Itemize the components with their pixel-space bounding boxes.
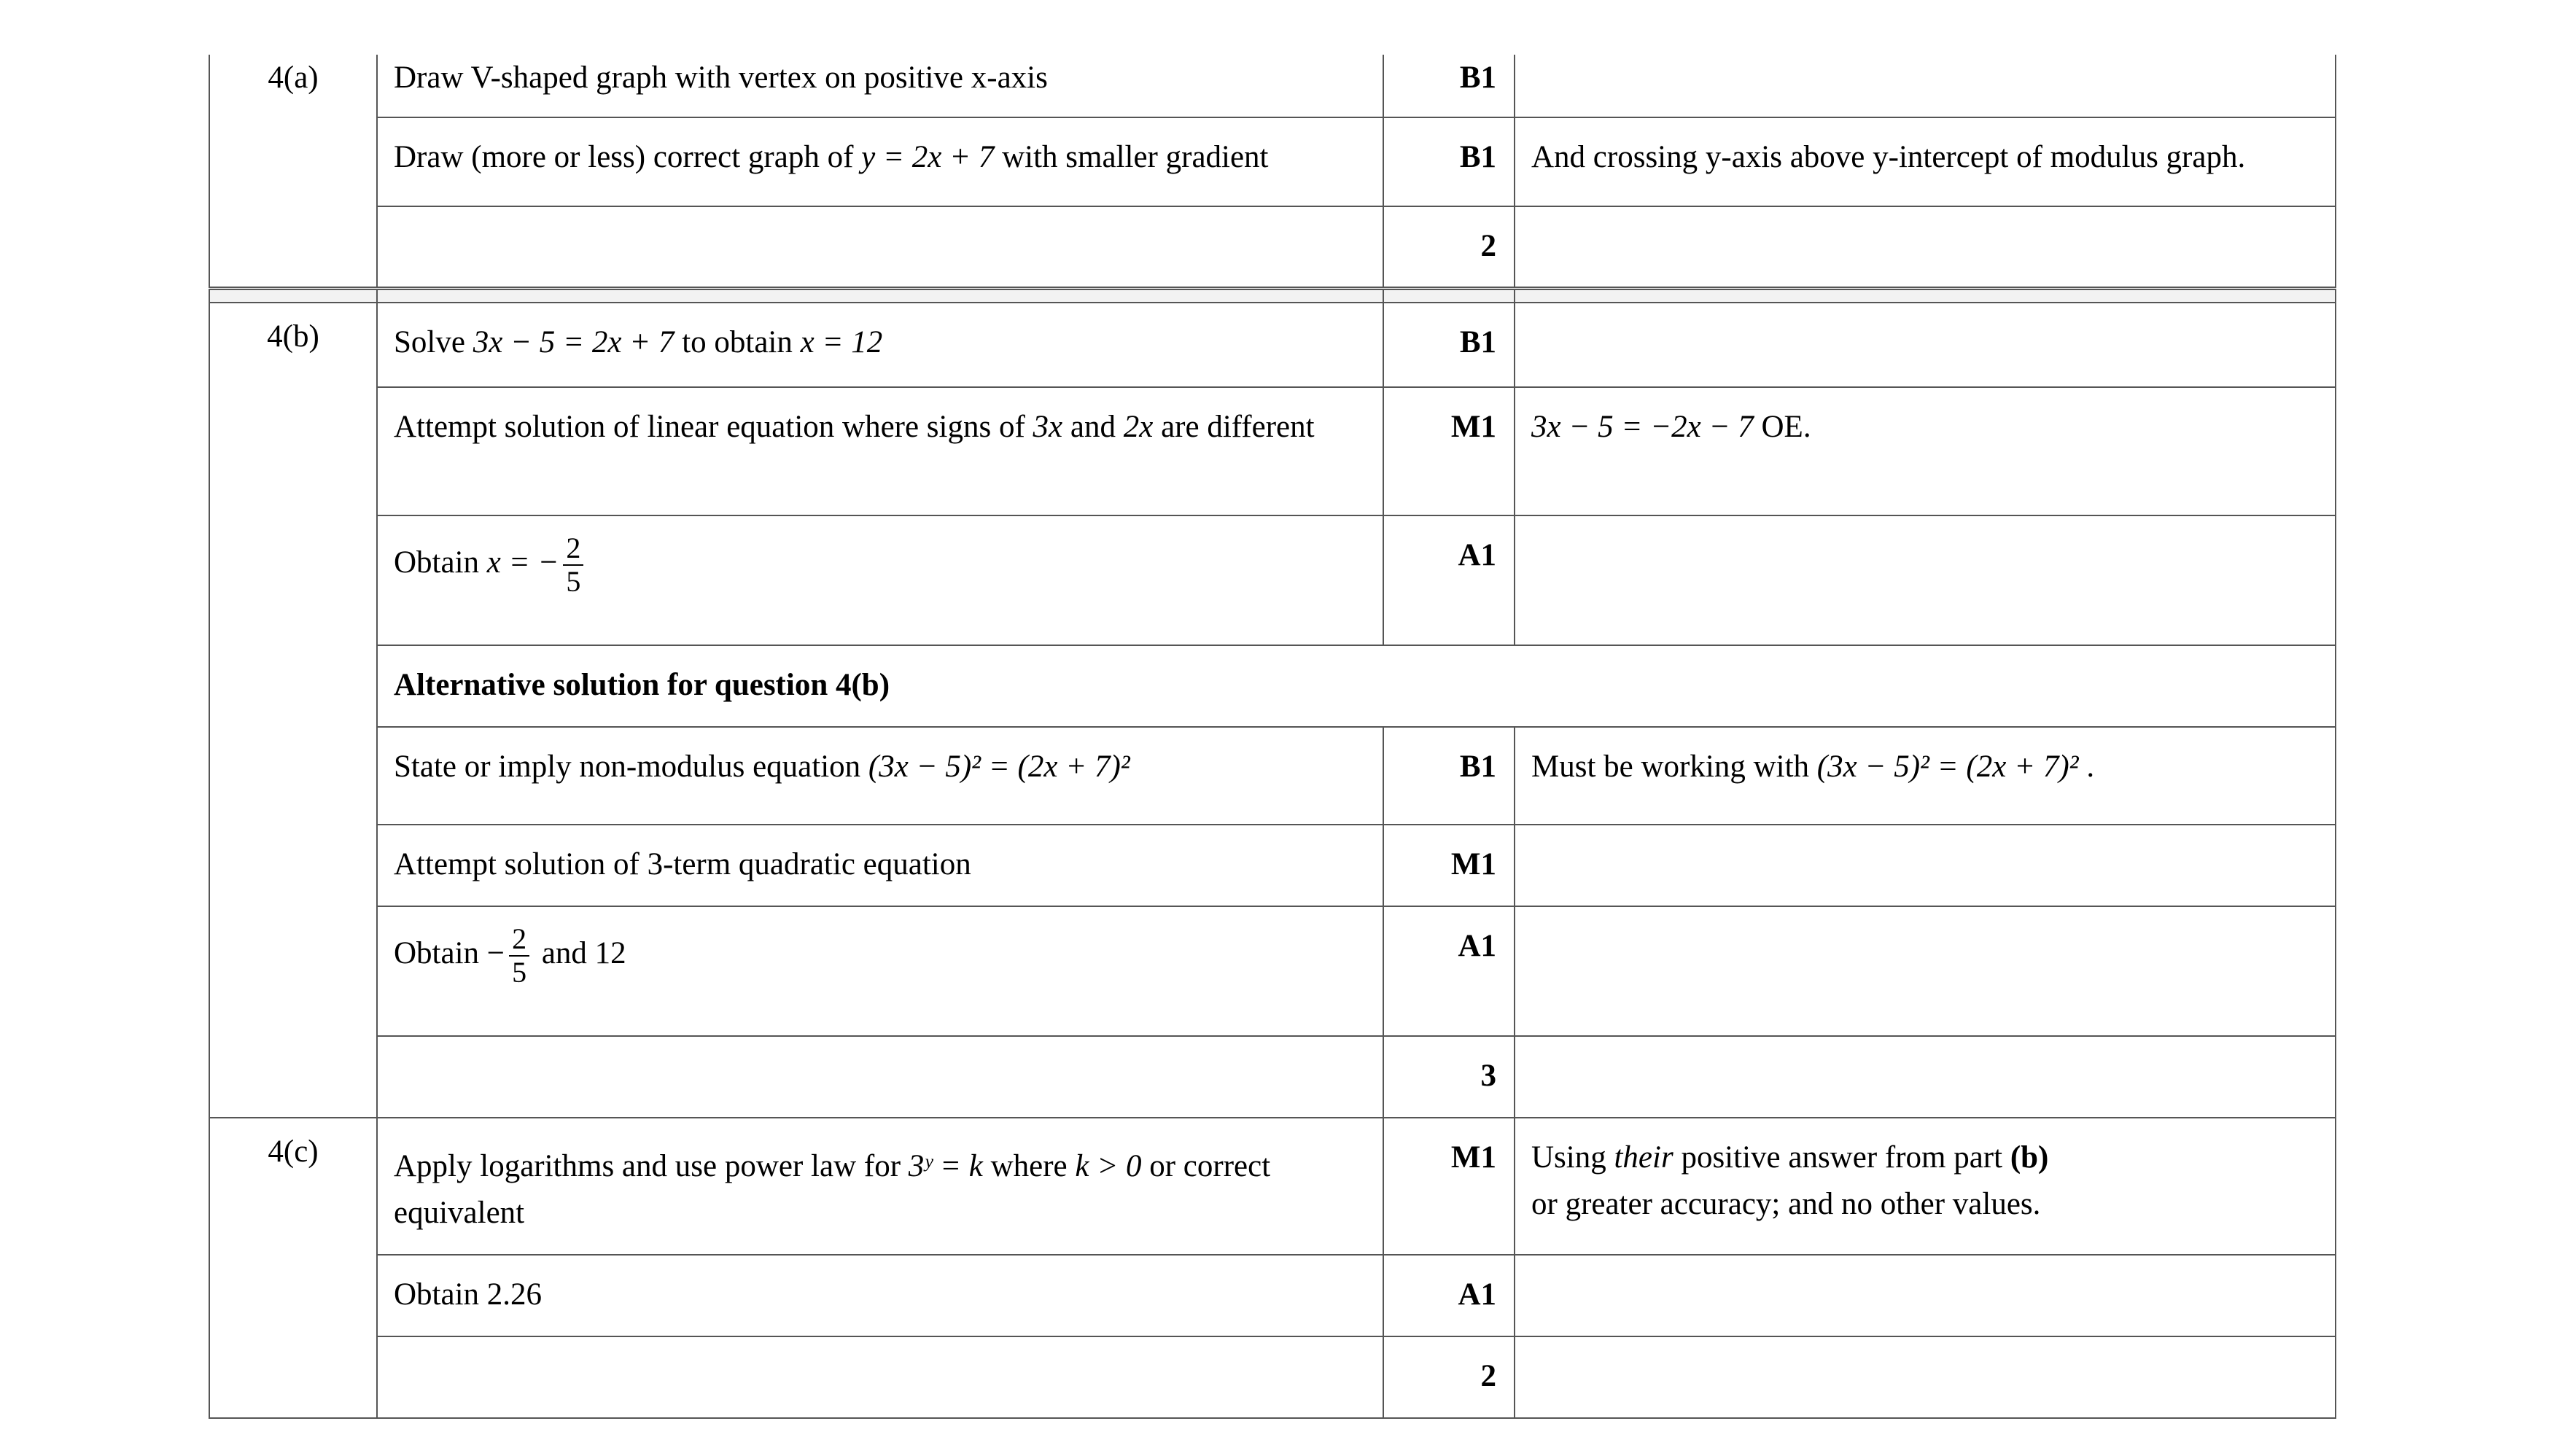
question-label: 4(c) xyxy=(209,1118,377,1418)
guidance-cell xyxy=(1515,1336,2336,1418)
table-row xyxy=(209,117,2336,206)
guidance-cell xyxy=(1515,55,2336,117)
guidance-cell: And crossing y-axis above y-intercept of modulus graph. xyxy=(1515,117,2336,206)
table-row xyxy=(209,515,2336,645)
answer-cell: Solve 3x − 5 = 2x + 7 to obtain x = 12 xyxy=(377,303,1383,387)
answer-cell: Obtain x = − $\frac{2}{5}$ xyxy=(377,515,1383,645)
answer-cell: Obtain − $\frac{2}{5}$ and 12 xyxy=(377,906,1383,1036)
guidance-cell xyxy=(1515,1255,2336,1336)
answer-cell: Obtain 2.26 xyxy=(377,1255,1383,1336)
mark-cell: M1 xyxy=(1383,387,1515,515)
answer-cell: Draw V-shaped graph with vertex on positive x-axis xyxy=(377,55,1383,117)
answer-cell xyxy=(377,206,1383,288)
table-row xyxy=(209,825,2336,906)
answer-cell xyxy=(377,1036,1383,1118)
answer-cell xyxy=(377,1336,1383,1418)
guidance-cell xyxy=(1515,515,2336,645)
answer-cell: Draw (more or less) correct graph of y = 2x + 7 with smaller gradient xyxy=(377,117,1383,206)
table-row xyxy=(209,1118,2336,1255)
guidance-cell: Using their positive answer from part (b) or greater accuracy; and no other values. xyxy=(1515,1118,2336,1255)
answer-cell: Attempt solution of linear equation where signs of 3x and 2x are different xyxy=(377,387,1383,515)
alternative-heading: Alternative solution for question 4(b) xyxy=(377,645,2336,727)
mark-cell: M1 xyxy=(1383,1118,1515,1255)
table-row xyxy=(209,206,2336,288)
table-row xyxy=(209,1336,2336,1418)
mark-cell: B1 xyxy=(1383,727,1515,825)
answer-cell: Attempt solution of 3-term quadratic equation xyxy=(377,825,1383,906)
answer-cell: State or imply non-modulus equation (3x − 5)² = (2x + 7)² xyxy=(377,727,1383,825)
mark-cell: B1 xyxy=(1383,117,1515,206)
fraction: $\frac{2}{5}$ xyxy=(563,532,583,598)
mark-cell: A1 xyxy=(1383,515,1515,645)
table-row xyxy=(209,303,2336,387)
guidance-cell xyxy=(1515,1036,2336,1118)
mark-cell: B1 xyxy=(1383,303,1515,387)
guidance-cell xyxy=(1515,906,2336,1036)
table-row xyxy=(209,727,2336,825)
total-mark: 3 xyxy=(1383,1036,1515,1118)
fraction: $\frac{2}{5}$ xyxy=(509,923,529,989)
mark-scheme-table xyxy=(209,55,2336,1419)
guidance-cell xyxy=(1515,825,2336,906)
question-label: 4(a) xyxy=(209,55,377,288)
table-row xyxy=(209,645,2336,727)
guidance-cell xyxy=(1515,206,2336,288)
mark-cell: M1 xyxy=(1383,825,1515,906)
mark-cell: A1 xyxy=(1383,906,1515,1036)
table-row xyxy=(209,1255,2336,1336)
separator xyxy=(209,288,2336,303)
question-label: 4(b) xyxy=(209,303,377,1118)
guidance-cell: 3x − 5 = −2x − 7 OE. xyxy=(1515,387,2336,515)
guidance-cell: Must be working with (3x − 5)² = (2x + 7)² . xyxy=(1515,727,2336,825)
total-mark: 2 xyxy=(1383,206,1515,288)
total-mark: 2 xyxy=(1383,1336,1515,1418)
mark-cell: B1 xyxy=(1383,55,1515,117)
guidance-cell xyxy=(1515,303,2336,387)
table-row xyxy=(209,55,2336,117)
table-row xyxy=(209,387,2336,515)
table-row xyxy=(209,1036,2336,1118)
mark-cell: A1 xyxy=(1383,1255,1515,1336)
table-row xyxy=(209,906,2336,1036)
answer-cell: Apply logarithms and use power law for 3ʸ = k where k > 0 or correct equivalent xyxy=(377,1118,1383,1255)
